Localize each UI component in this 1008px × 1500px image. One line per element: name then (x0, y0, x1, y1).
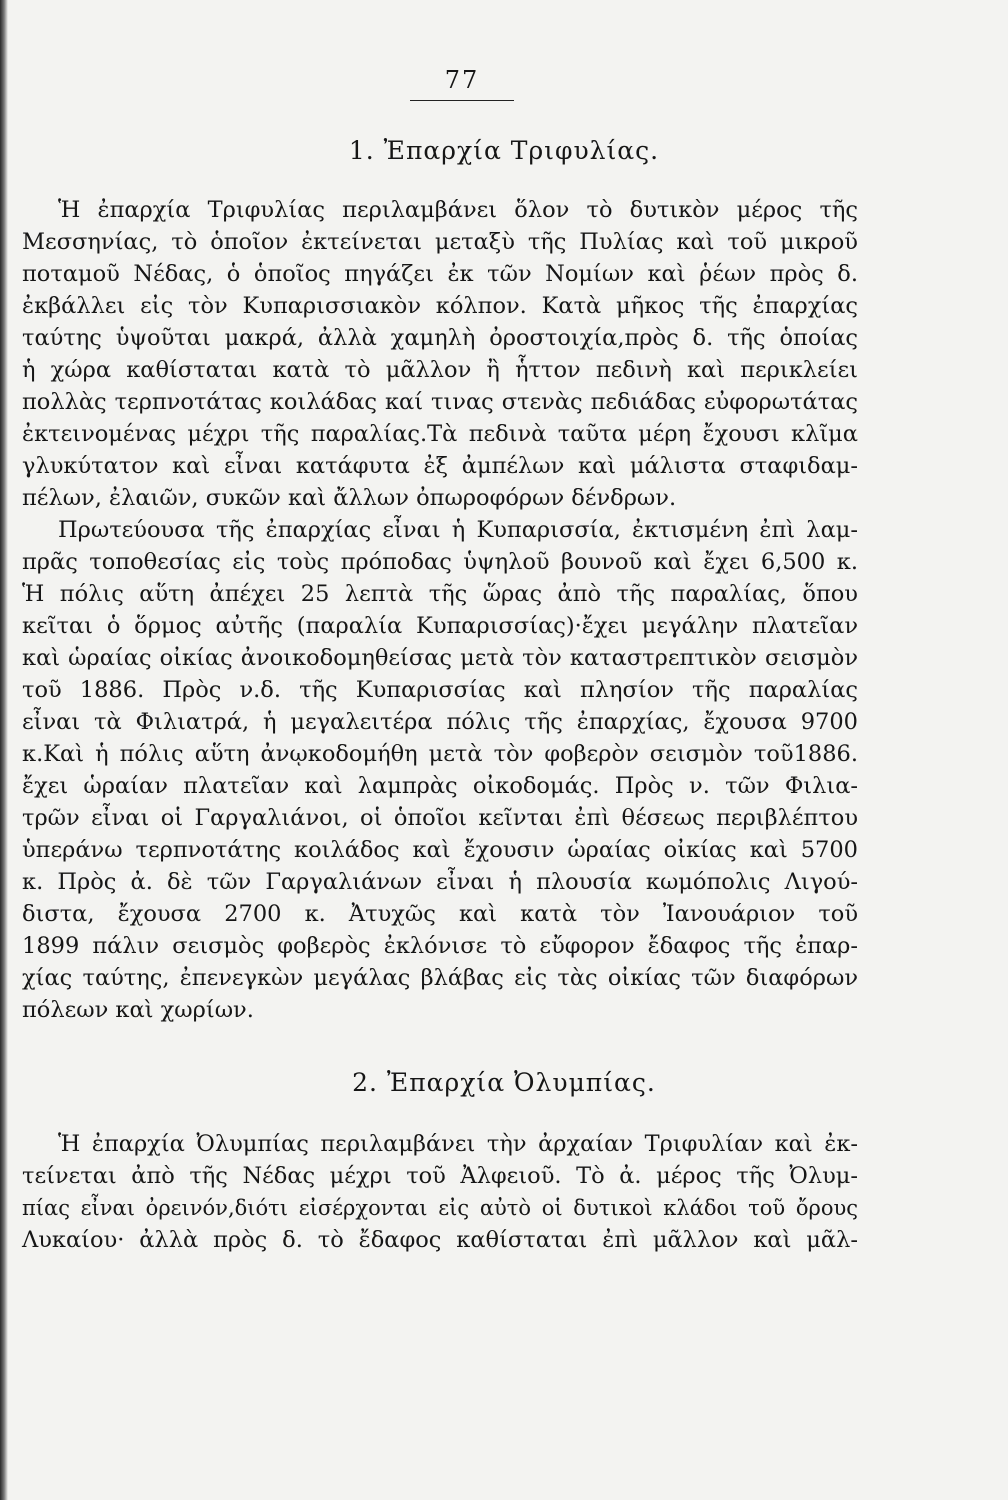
page-number-rule (410, 100, 514, 101)
section-heading-triphylia: 1. Ἐπαρχία Τριφυλίας. (348, 136, 660, 165)
text-line: ἐκτεινομένας μέχρι τῆς παραλίας.Τὰ πεδινὰ ταῦτα μέρη ἔχουσι κλῖμα (22, 421, 858, 447)
text-line: Ἡ ἐπαρχία Τριφυλίας περιλαμβάνει ὅλον τὸ δυτικὸν μέρος τῆς (58, 197, 858, 223)
text-line: καὶ ὡραίας οἰκίας ἀνοικοδομηθείσας μετὰ τὸν καταστρεπτικὸν σεισμὸν (22, 645, 858, 671)
text-line: τείνεται ἀπὸ τῆς Νέδας μέχρι τοῦ Ἀλφειοῦ. Τὸ ἀ. μέρος τῆς Ὀλυμ- (22, 1163, 858, 1189)
text-line: χίας ταύτης, ἐπενεγκὼν μεγάλας βλάβας εἰς τὰς οἰκίας τῶν διαφόρων (22, 965, 858, 991)
text-line: ἐκβάλλει εἰς τὸν Κυπαρισσιακὸν κόλπον. Κατὰ μῆκος τῆς ἐπαρχίας (22, 293, 858, 319)
text-line: κ. Πρὸς ἀ. δὲ τῶν Γαργαλιάνων εἶναι ἡ πλουσία κωμόπολις Λιγού- (22, 869, 858, 895)
text-line: πολλὰς τερπνοτάτας κοιλάδας καί τινας στενὰς πεδιάδας εὐφορωτάτας (22, 389, 858, 415)
text-line: ταύτης ὑψοῦται μακρά, ἀλλὰ χαμηλὴ ὀροστοιχία,πρὸς δ. τῆς ὁποίας (22, 325, 858, 351)
text-line: Ἡ ἐπαρχία Ὀλυμπίας περιλαμβάνει τὴν ἀρχαίαν Τριφυλίαν καὶ ἐκ- (58, 1131, 858, 1157)
section-heading-olympia: 2. Ἐπαρχία Ὀλυμπίας. (352, 1068, 656, 1097)
text-line: διστα, ἔχουσα 2700 κ. Ἀτυχῶς καὶ κατὰ τὸν Ἰανουάριον τοῦ (22, 901, 858, 927)
text-line: ποταμοῦ Νέδας, ὁ ὁποῖος πηγάζει ἐκ τῶν Νομίων καὶ ῥέων πρὸς δ. (22, 261, 858, 287)
text-line: Πρωτεύουσα τῆς ἐπαρχίας εἶναι ἡ Κυπαρισσία, ἐκτισμένη ἐπὶ λαμ- (58, 517, 858, 543)
text-line: ἡ χώρα καθίσταται κατὰ τὸ μᾶλλον ἢ ἧττον πεδινὴ καὶ περικλείει (22, 357, 858, 383)
text-line: Λυκαίου· ἀλλὰ πρὸς δ. τὸ ἔδαφος καθίσταται ἐπὶ μᾶλλον καὶ μᾶλ- (22, 1227, 858, 1253)
text-line: Μεσσηνίας, τὸ ὁποῖον ἐκτείνεται μεταξὺ τῆς Πυλίας καὶ τοῦ μικροῦ (22, 229, 858, 255)
text-line: πόλεων καὶ χωρίων. (22, 997, 254, 1023)
text-line: πέλων, ἐλαιῶν, συκῶν καὶ ἄλλων ὀπωροφόρων δένδρων. (22, 485, 677, 511)
text-line: κεῖται ὁ ὅρμος αὐτῆς (παραλία Κυπαρισσίας)·ἔχει μεγάλην πλατεῖαν (22, 613, 858, 639)
text-line: τοῦ 1886. Πρὸς ν.δ. τῆς Κυπαρισσίας καὶ πλησίον τῆς παραλίας (22, 677, 858, 703)
text-line: πίας εἶναι ὀρεινόν,διότι εἰσέρχονται εἰς αὐτὸ οἱ δυτικοὶ κλάδοι τοῦ ὄρους (22, 1196, 858, 1220)
text-line: γλυκύτατον καὶ εἶναι κατάφυτα ἐξ ἀμπέλων καὶ μάλιστα σταφιδαμ- (22, 453, 858, 479)
text-line: τρῶν εἶναι οἱ Γαργαλιάνοι, οἱ ὁποῖοι κεῖνται ἐπὶ θέσεως περιβλέπτου (22, 805, 858, 831)
text-line: ἔχει ὡραίαν πλατεῖαν καὶ λαμπρὰς οἰκοδομάς. Πρὸς ν. τῶν Φιλια- (22, 773, 858, 799)
text-line: εἶναι τὰ Φιλιατρά, ἡ μεγαλειτέρα πόλις τῆς ἐπαρχίας, ἔχουσα 9700 (22, 709, 858, 735)
page-number: 77 (444, 66, 480, 94)
text-line: ὑπεράνω τερπνοτάτης κοιλάδος καὶ ἔχουσιν ὡραίας οἰκίας καὶ 5700 (22, 837, 858, 863)
text-line: κ.Καὶ ἡ πόλις αὕτη ἀνῳκοδομήθη μετὰ τὸν φοβερὸν σεισμὸν τοῦ1886. (22, 741, 858, 767)
text-line: πρᾶς τοποθεσίας εἰς τοὺς πρόποδας ὑψηλοῦ βουνοῦ καὶ ἔχει 6,500 κ. (22, 549, 858, 575)
text-line: 1899 πάλιν σεισμὸς φοβερὸς ἐκλόνισε τὸ εὔφορον ἔδαφος τῆς ἐπαρ- (22, 933, 858, 959)
text-line: Ἡ πόλις αὕτη ἀπέχει 25 λεπτὰ τῆς ὥρας ἀπὸ τῆς παραλίας, ὅπου (22, 581, 858, 607)
page-binding-edge (0, 0, 8, 1500)
